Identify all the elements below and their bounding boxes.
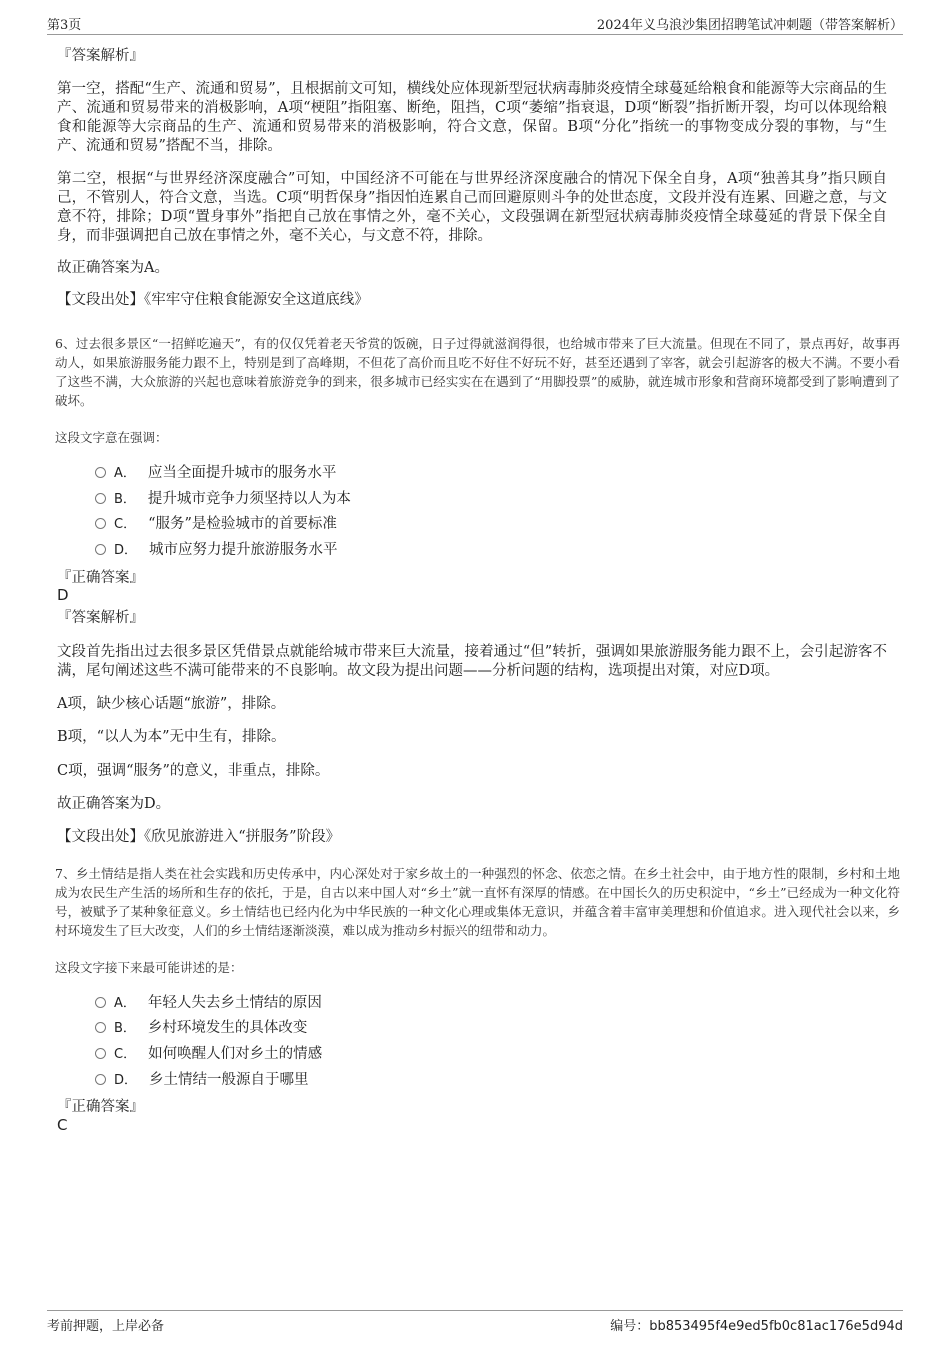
page-number: 第3页 [47, 18, 82, 33]
q6-note-c: C项，强调“服务”的意义，非重点，排除。 [57, 763, 330, 779]
radio-icon[interactable] [95, 1074, 106, 1085]
q7-prompt: 这段文字接下来最可能讲述的是： [55, 960, 243, 975]
radio-icon[interactable] [95, 1022, 106, 1033]
page-footer [47, 1310, 903, 1335]
q6-text: 6、过去很多景区“一招鲜吃遍天”，有的仅仅凭着老天爷赏的饭碗，日子过得就滋润得很，也给城市带来了巨大流量。但现在不同了，景点再好，故事再动人，如果旅游服务能力跟不上，特别是到了高峰期，不但花了高价而且吃不好住不好玩不好，甚至还遇到了宰客，就会引起游客的极大不满。不要小看了这些不满，大众旅游的兴起也意味着旅游竞争的到来，很多城市已经实实在在遇到了“用脚投票”的威胁，就连城市形象和营商环境都受到了影响遭到了破坏。 [55, 336, 900, 408]
q6-note-a: A项，缺少核心话题“旅游”，排除。 [57, 696, 286, 712]
q5-analysis-label: 『答案解析』 [57, 48, 144, 64]
q6-correct-label: 『正确答案』 [57, 570, 144, 586]
q5-analysis-p2: 第二空，根据“与世界经济深度融合”可知，中国经济不可能在与世界经济深度融合的情况下保全自身，A项“独善其身”指只顾自己，不管别人，符合文意，当选。C项“明哲保身”指因怕连累自己而回避原则斗争的处世态度，文段并没有连累、回避之意，与文意不符，排除；D项“置身事外”指把自己放在事情之外，毫不关心，文段强调在新型冠状病毒肺炎疫情全球蔓延的背景下保全自身，而非强调把自己放在事情之外，毫不关心，与文意不符，排除。 [57, 171, 887, 244]
q6-source: 【文段出处】《欣见旅游进入“拼服务”阶段》 [57, 829, 341, 845]
q7-option-b[interactable]: B． 乡村环境发生的具体改变 [95, 1019, 307, 1038]
radio-icon[interactable] [95, 1048, 106, 1059]
q6-correct-answer: D [57, 586, 69, 604]
document-title: 2024年义乌浪沙集团招聘笔试冲刺题（带答案解析） [596, 18, 903, 33]
q7-option-c[interactable]: C． 如何唤醒人们对乡土的情感 [95, 1045, 322, 1064]
q6-conclusion: 故正确答案为D。 [57, 796, 171, 812]
q6-analysis: 文段首先指出过去很多景区凭借景点就能给城市带来巨大流量，接着通过“但”转折，强调如果旅游服务能力跟不上，会引起游客不满，尾句阐述这些不满可能带来的不良影响。故文段为提出问题——分析问题的结构，选项提出对策，对应D项。 [57, 644, 887, 679]
q6-option-d[interactable]: D． 城市应努力提升旅游服务水平 [95, 541, 338, 560]
radio-icon[interactable] [95, 493, 106, 504]
q6-analysis-label: 『答案解析』 [57, 610, 144, 626]
q6-option-b[interactable]: B． 提升城市竞争力须坚持以人为本 [95, 490, 351, 509]
q7-option-d[interactable]: D． 乡土情结一般源自于哪里 [95, 1071, 309, 1090]
page-header [47, 12, 903, 35]
q5-source: 【文段出处】《牢牢守住粮食能源安全这道底线》 [57, 292, 369, 308]
q5-conclusion: 故正确答案为A。 [57, 260, 169, 276]
footer-slogan: 考前押题，上岸必备 [47, 1319, 165, 1334]
q6-option-c[interactable]: C． “服务”是检验城市的首要标准 [95, 515, 337, 534]
q7-correct-label: 『正确答案』 [57, 1099, 144, 1115]
q6-note-b: B项，“以人为本”无中生有，排除。 [57, 729, 286, 745]
document-code: 编号：bb853495f4e9ed5fb0c81ac176e5d94d [610, 1319, 903, 1334]
radio-icon[interactable] [95, 518, 106, 529]
q7-option-a[interactable]: A． 年轻人失去乡土情结的原因 [95, 994, 322, 1013]
q6-prompt: 这段文字意在强调： [55, 430, 168, 445]
q6-option-a[interactable]: A． 应当全面提升城市的服务水平 [95, 464, 336, 483]
radio-icon[interactable] [95, 467, 106, 478]
radio-icon[interactable] [95, 997, 106, 1008]
q7-text: 7、乡土情结是指人类在社会实践和历史传承中，内心深处对于家乡故土的一种强烈的怀念、依恋之情。在乡土社会中，由于地方性的限制，乡村和土地成为农民生产生活的场所和生存的依托，于是，自古以来中国人对“乡土”就一直怀有深厚的情感。在中国长久的历史积淀中，“乡土”已经成为一种文化符号，被赋予了某种象征意义。乡土情结也已经内化为中华民族的一种文化心理或集体无意识，并蕴含着丰富审美理想和价值追求。进入现代社会以来，乡村环境发生了巨大改变，人们的乡土情结逐渐淡漠，难以成为推动乡村振兴的纽带和动力。 [55, 866, 900, 938]
q7-correct-answer: C [57, 1116, 68, 1134]
radio-icon[interactable] [95, 544, 106, 555]
q5-analysis-p1: 第一空，搭配“生产、流通和贸易”，且根据前文可知，横线处应体现新型冠状病毒肺炎疫情全球蔓延给粮食和能源等大宗商品的生产、流通和贸易带来的消极影响，A项“梗阻”指阻塞、断绝，阻挡，C项“萎缩”指衰退，D项“断裂”指折断开裂，均可以体现给粮食和能源等大宗商品的生产、流通和贸易带来的消极影响，符合文意，保留。B项“分化”指统一的事物变成分裂的事物，与“生产、流通和贸易”搭配不当，排除。 [57, 81, 887, 154]
